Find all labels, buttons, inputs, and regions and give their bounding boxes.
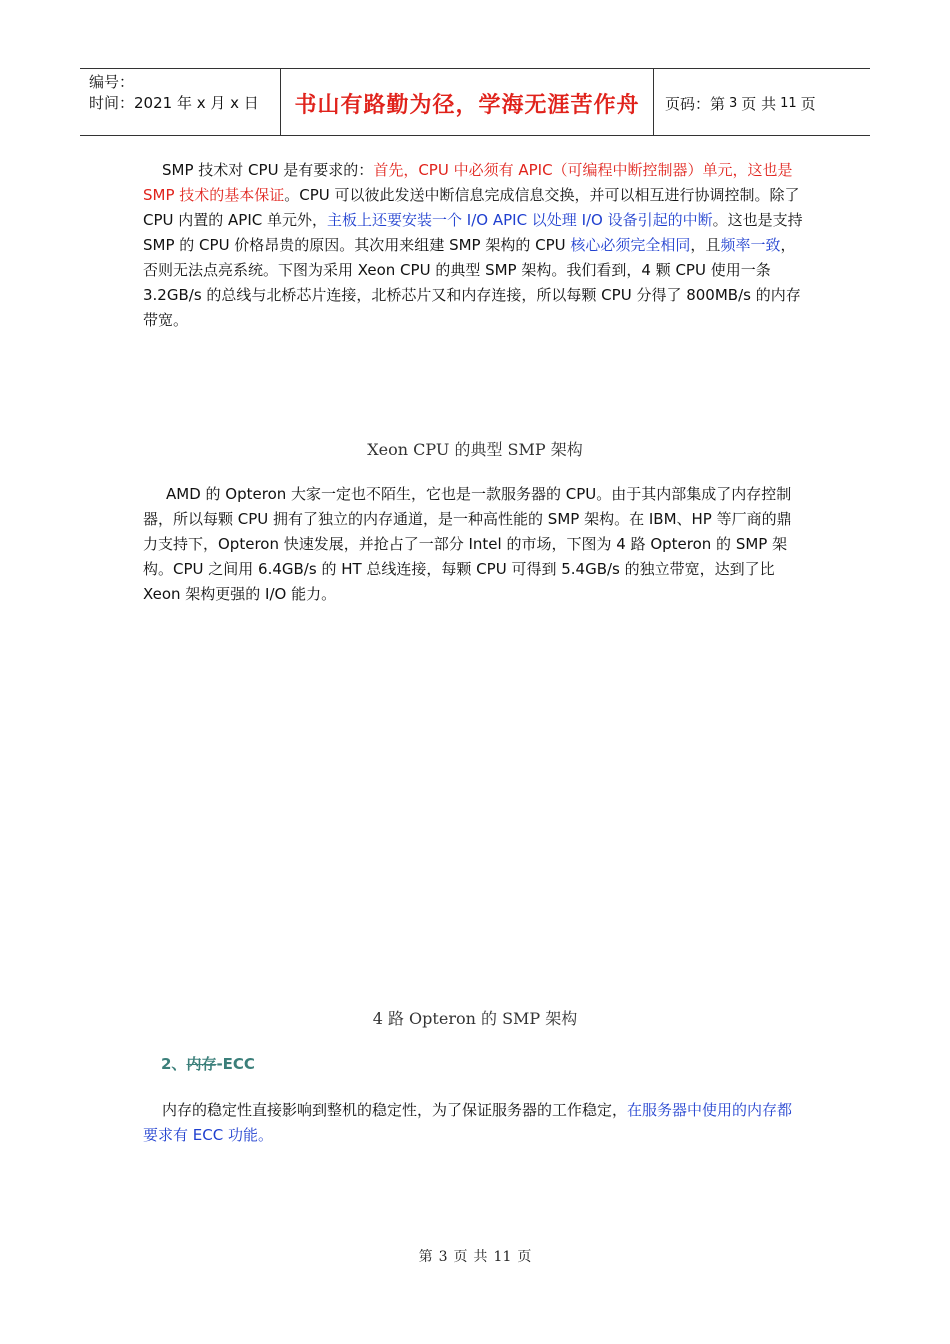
page-mid: 页 共 (741, 94, 777, 113)
paragraph-memory-ecc (143, 1098, 805, 1148)
page-prefix: 页码：第 (665, 94, 726, 113)
highlight-blue: 核心必须完全相同 (570, 236, 691, 254)
page-total: 11 (780, 95, 797, 111)
page-footer (0, 1246, 950, 1266)
text-run: 。这也是支持 SMP 的 CPU 价格昂贵的原因。其次用来组建 SMP 架构的 CPU (143, 211, 803, 254)
highlight-blue: 主板上还要安装一个 I/O APIC 以处理 I/O 设备引起的中断 (327, 211, 713, 229)
text-run: 。CPU 可以彼此发送中断信息完成信息交换，并可以相互进行协调控制。除了 CPU 内置的 APIC 单元外， (143, 186, 800, 229)
figure-caption-xeon: Xeon CPU 的典型 SMP 架构 (367, 440, 583, 459)
section-title-rest: -ECC (216, 1055, 255, 1073)
text-run: 内存的稳定性直接影响到整机的稳定性，为了保证服务器的工作稳定， (162, 1101, 628, 1119)
page-header (80, 68, 870, 136)
page-suffix: 页 (800, 94, 816, 113)
footer-text: 页 (453, 1249, 468, 1265)
highlight-red: 首先，CPU 中必须有 APIC（可编程中断控制器）单元，这也是 SMP 技术的基本保证 (143, 161, 793, 204)
figure-caption-opteron: 4 路 Opteron 的 SMP 架构 (372, 1009, 578, 1028)
text-run: SMP 技术对 CPU 是有要求的： (162, 161, 374, 179)
serial-label: 编号： (89, 73, 135, 91)
footer-text: 页 (517, 1249, 532, 1265)
page-current: 3 (729, 95, 738, 111)
paragraph-smp-requirements (143, 158, 805, 333)
footer-text: 共 (473, 1249, 488, 1265)
header-page-number (654, 69, 870, 135)
header-meta (80, 69, 281, 135)
paragraph-opteron: AMD 的 Opteron 大家一定也不陌生，它也是一款服务器的 CPU。由于其内部集成了内存控制器，所以每颗 CPU 拥有了独立的内存通道，是一种高性能的 SMP 架构。在 IBM、HP 等厂商的鼎力支持下，Opteron 快速发展，并抢占了一部分 Intel 的市场，下图为 4 路 Opteron 的 SMP 架构。CPU 之间用 6.4GB/s 的 HT 总线连接，每颗 CPU 可得到 5.4GB/s 的独立带宽，达到了比 Xeon 架构更强的 I/O 能力。 (143, 485, 792, 603)
section-heading-memory-ecc (161, 1053, 255, 1074)
footer-text: 第 (418, 1249, 433, 1265)
text-run: ，且 (690, 236, 721, 254)
time-label: 时间：2021 年 x 月 x 日 (89, 94, 259, 112)
text-run: ，否则无法点亮系统。下图为采用 Xeon CPU 的典型 SMP 架构。我们看到，4 颗 CPU 使用一条 3.2GB/s 的总线与北桥芯片连接，北桥芯片又和内存连接，所以每颗 CPU 分得了 800MB/s 的内存带宽。 (143, 236, 801, 329)
section-title-strike: 内存 (186, 1055, 217, 1073)
highlight-blue: 在服务器中使用的内存都要求有 ECC 功能。 (143, 1101, 793, 1144)
highlight-blue: 频率一致 (720, 236, 781, 254)
section-number: 2、 (161, 1055, 187, 1073)
footer-page-current: 3 (438, 1249, 448, 1265)
footer-page-total: 11 (493, 1249, 512, 1265)
header-motto: 书山有路勤为径，学海无涯苦作舟 (281, 69, 654, 135)
